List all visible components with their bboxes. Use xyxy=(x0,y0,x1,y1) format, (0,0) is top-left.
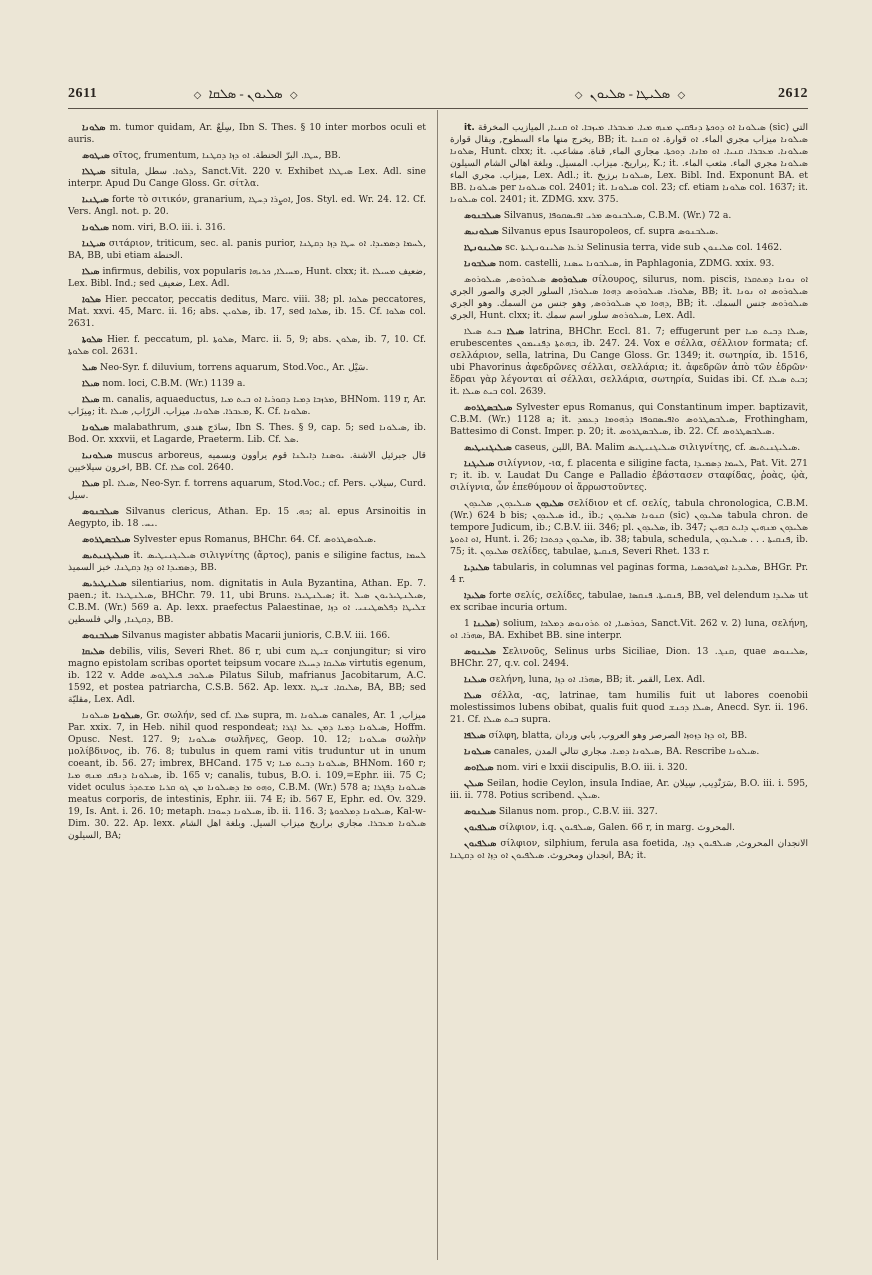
dictionary-entry xyxy=(450,498,808,558)
dictionary-entry xyxy=(68,534,426,546)
dictionary-entry xyxy=(68,506,426,530)
entry-headword: ܣܠܝܢܐ xyxy=(473,619,496,629)
entry-headword: ܣܝܠܒܣܛܪܘܣ xyxy=(464,403,513,413)
entry-text: Neo-Syr. f. diluvium, torrens aquarum, Stod.Voc., Ar. سَيْل. xyxy=(100,362,369,373)
right-title-text: ܣܠܝܛܐ - ܣܠܝܘܢ xyxy=(589,86,671,101)
entry-headword: ܣܝܠܘܢܐ xyxy=(464,747,491,757)
dictionary-entry xyxy=(450,746,808,758)
entry-text: silentiarius, nom. dignitatis in Aula Byzantina, Athan. Ep. 7. paen.; it. ܣܝܠܢܛܝܪܐ, BHChr. 79. 11, ubi Bruns. ܣܝܠܢܛܝܪܐ; it. ܣܝܠܢܛܝܪܝܘܢ ܣܝܠ, C.B.M. (Wr.) 569 a. Ap. lexx. praefectus Palaestinae, ܫܠܝܛܐ ܕܦܠܣܛܝܢܝ. ܐܘ ܕܙܐ ܕܩܛܢܐ, والي فلسطين, BB. xyxy=(68,578,426,625)
entry-text: muscus arboreus, قال جبرئيل الاشنة. ܝܘܣܢܐ ܕܐܝܠܢܐ قوم يراوون وبسميه اخرون سيلاخيين, BB. Cf. ܣܠܐ col. 2640. xyxy=(68,450,426,473)
entry-text: σέλλα, -ας, latrinae, tam humilis fuit ut labores coenobii molestissimos lubens obibat, qualis fuit quod ܣܝܠܐ ܕܟܢܫ, Anecd. Syr. ii. 196. 21. Cf. ܒܝܬ ܣܝܠܐ supra. xyxy=(450,690,808,725)
entry-text: it. ܣܝܠܝܓܢܝܛܝܣ σιλιγνίτης (ἄρτος), panis e siligine factus, ܠܚܡܐ ܕܣܡܝܕܐ ܐܘ ܕܙܐ ܕܩܛܢܐ. خبز السميذ, BB. xyxy=(68,550,426,573)
dictionary-entry xyxy=(68,578,426,626)
entry-text: σελήνη, luna, ܣܗܪܐ. ܐܘ ܕܙܐ, BB; it. القمر, Lex. Adl. xyxy=(489,674,706,685)
dictionary-entry xyxy=(68,550,426,574)
entry-headword: ܣܝܠܘܢܐ xyxy=(82,423,109,433)
ornament-icon: ◇ xyxy=(574,90,583,101)
columns xyxy=(68,122,808,1262)
entry-text: Silvanus, ܣܝܠܒܢܘܣ ܡܪܝ ܐܦܝܣܩܘܦܐ, C.B.M. (Wr.) 72 a. xyxy=(503,210,732,221)
entry-text: m. tumor quidam, Ar. سِلْعٌ, Ibn S. Thes. § 10 inter morbos oculi et auris. xyxy=(68,122,426,145)
dictionary-entry xyxy=(450,326,808,398)
entry-headword: ܣܝܠܦܐ xyxy=(464,731,486,741)
entry-text: nom. loci, C.B.M. (Wr.) 1139 a. xyxy=(102,378,246,389)
entry-text: σίλφιον, silphium, ferula asa foetida, الانجدان المحروث, ܣܝܠܦܝܘܢ ܕܙܐ. انجدان ومحروث. ܣܝܠܦܝܘܢ ܐܘ ܕܙܐ ܐܘ ܕܩܛܢܐ, BA; it. xyxy=(450,838,808,861)
entry-text: forte σελίς, σελίδες, tabulae, ܦܢܩܝܬܐ. ܦܢܩܣܐ, BB, vel delendum ܣܠܝܕܐ ut ex scribae incuria ortum. xyxy=(450,590,808,613)
entry-headword: ܣܝܠܢܐ xyxy=(464,675,487,685)
entry-text: σιλίγνιον, -ια, f. placenta e siligine facta, ܠܚܡܐ ܕܣܡܝܕܐ, Pat. Vit. 271 r; it. ib. v. Laudat Du Cange e Palladio ἐβάστασεν σταφίδας, ῥοὰς, ᾠὰ, σιλίγνια, ὧν ἐπεθύμουν οἱ ἄρρωστοῦντες. xyxy=(450,458,808,493)
entry-headword: ܣܝܠܦܝܘܢ xyxy=(464,823,497,833)
dictionary-entry xyxy=(68,646,426,706)
left-page-number: 2611 xyxy=(68,86,98,101)
dictionary-entry xyxy=(450,646,808,670)
entry-text: σίλφιον, i.q. ܣܝܠܦܝܘܢ, Galen. 66 r, in marg. المحروث. xyxy=(499,822,735,833)
entry-headword: ܣܝܠܘܢܐ xyxy=(113,711,140,721)
entry-text: caseus, اللبن, BA. Malim ܣܝܠܝܓܢܝܛܝܣ σιλιγνίτης, cf. ܣܝܠܝܓܢܝܬܝܣ. xyxy=(514,442,801,453)
dictionary-entry xyxy=(68,266,426,290)
entry-headword: ܣܝܠܝܓܢܝܛܝܣ xyxy=(464,443,512,453)
dictionary-entry xyxy=(450,762,808,774)
dictionary-entry xyxy=(450,402,808,438)
entry-headword: ܣܠܝܕܝܐ xyxy=(464,563,490,573)
entry-headword: ܣܝܠܢܛܝܪܝܣ xyxy=(82,579,127,589)
dictionary-entry xyxy=(68,422,426,446)
entry-text: σίλφη, blatta, ܐܘ ܕܙܐ ܕܙܘܙܐ الصرصر وهو العروب, بابي وردان, BB. xyxy=(488,730,748,741)
entry-headword: ܣܝܠܐ xyxy=(464,691,482,701)
dictionary-entry xyxy=(450,442,808,454)
entry-text: σῖτος, frumentum, ܚܛܐ. البرّ الحنطة. ܐܘ ܕܙܐ ܕܩܛܢܐ, BB. xyxy=(112,150,341,161)
entry-headword: ܣܝܠܘܪܘܣ xyxy=(550,275,588,285)
header-right xyxy=(438,86,808,108)
dictionary-entry xyxy=(450,822,808,834)
entry-headword: ܣܠܝܕܐ xyxy=(464,591,486,601)
dictionary-entry xyxy=(450,590,808,614)
dictionary-entry xyxy=(450,274,808,322)
dictionary-entry xyxy=(450,562,808,586)
dictionary-entry xyxy=(450,806,808,818)
dictionary-entry xyxy=(68,238,426,262)
right-page-number: 2612 xyxy=(777,86,808,101)
dictionary-entry xyxy=(450,458,808,494)
entry-headword: ܣܝܛܠܐ xyxy=(82,167,106,177)
dictionary-entry xyxy=(450,258,808,270)
entry-headword: ܣܠܘܐ xyxy=(82,295,101,305)
entry-text: Silanus nom. prop., C.B.V. iii. 327. xyxy=(498,806,658,817)
entry-text: m. canalis, aquaeductus, ܡܪܙܒܐ ܕܡܝܐ ܕܩܘܪܝܐ ܐܘ ܒܝܬ ܡܝܐ, BHNom. 119 r, Ar. مِيزَاب; it. ܡܥܒܪܐ. ܣܠܘܢܐ. ميزاب. الزرّاب, ܣܝܠܐ, K. Cf. ܣܠܘܢܐ. xyxy=(68,394,426,417)
ornament-icon: ◇ xyxy=(193,90,202,101)
entry-text: σιτάριον, triticum, sec. al. panis purior, ܠܚܡܐ ܕܣܡܝܕܐ. ܐܘ ܚܛܐ ܕܙܐ ܕܩܛܢܐ, BA, BB, ubi etiam الحنطة. xyxy=(68,238,426,261)
entry-headword: ܣܝܠܐ xyxy=(82,395,100,405)
dictionary-entry xyxy=(450,838,808,862)
entry-headword: ܣܝܠܝܓܢܝܬܝܣ xyxy=(82,551,130,561)
entry-text: malabathrum, سادَج هندي, Ibn S. Thes. § 9, cap. 5; sed ܣܝܠܘܢܐ, ib. Bod. Or. xxxvii, et Lagarde, Praeterm. Lib. Cf. ܣܠ. xyxy=(68,422,426,445)
entry-headword: ܣܠܝܢܘܢܛܐ xyxy=(464,243,503,253)
ornament-icon: ◇ xyxy=(677,90,686,101)
entry-text: Sylvester epus Romanus, BHChr. 64. Cf. ܣܝܠܘܣܛܪܘܣ. xyxy=(133,534,377,545)
dictionary-entry xyxy=(450,122,808,206)
right-column xyxy=(450,122,808,1262)
entry-text: ܣܝܠܘܢܐ ܐܘ ܕܘܟܬܐ ܕܢܦܩܝܢ ܡܢܗ ܡܝܐ. ܡܥܒܪܐ. ܡܝܙܒܐ. ܐܘ ܩܢܝܐ, الميازيب المخرقة (sic) التي يخرج منها ماء السطوح, ويقال قوارة, BB; it. ܣܝܠܘܢܐ ميزاب مجري الماء. ܐܘ قوارة. ܐܘ ܩܢܝܐ ܣܠܘܢܐ, Hunt. clxx; it. ܣܝܠܘܢܐ. ܡܥܒܪܐ. ܩܢܝܐ. ܐܘ ܡܐܢܐ. ܕܘܟܬܐ. مجاري الماء, قناة. مشاعب. براريخ. ميزاب. المسيل. وبلغة اهالي الشام السيلون, K.; it. ܣܝܠܘܢܐ مجري الماء. مثعب الماء. ميزاب. مجري الماء, Lex. Adl.; it. ܣܝܠܘܢܐ برزيخ, Lex. Bibl. Ind. Exponunt BA. et BB. ܣܝܠܘܢܐ per ܣܝܠܘܢܐ col. 2401; it. ܣܝܠܘܢܐ col. 23; cf. etiam ܣܠܘܢܐ col. 1637; it. ܣܝܠܘܢܐ col. 2401; it. ZDMG. xxv. 375. xyxy=(450,122,808,205)
entry-headword: ܣܠܝܩܐ xyxy=(82,647,105,657)
header-left xyxy=(68,86,438,108)
ornament-icon: ◇ xyxy=(289,90,298,101)
entry-text: nom. viri e lxxii discipulis, B.O. iii. i. 320. xyxy=(496,762,688,773)
dictionary-entry xyxy=(450,242,808,254)
entry-text: nom. castelli, ܣܝܠܒܘܢܐ ܚܣܢܐ, in Paphlagonia, ZDMG. xxix. 93. xyxy=(498,258,775,269)
entry-headword: ܣܝܠܐ xyxy=(82,379,100,389)
dictionary-entry xyxy=(68,478,426,502)
entry-headword: ܣܝܠܒܢܘܣ xyxy=(464,211,501,221)
dictionary-entry xyxy=(450,226,808,238)
entry-headword: ܣܝܠܢ xyxy=(464,779,484,789)
entry-text: canales, ܣܝܠܘܢܐ ܕܡܝܐ. مجاري تتالي المدن, BA. Rescribe ܣܝܠܘܢܐ. xyxy=(493,746,760,757)
running-header xyxy=(68,80,808,109)
dictionary-entry xyxy=(68,334,426,358)
entry-text: infirmus, debilis, vox popularis ܡܚܝܠܐ, ܟܪܝܗܐ, Hunt. clxx; it. ضعيف ܡܚܝܠܐ, Lex. Bibl. Ind.; sed ضعيف, Lex. Adl. xyxy=(68,266,426,289)
left-running-title xyxy=(190,86,302,102)
entry-headword: ܣܠܘܬܐ xyxy=(82,335,103,345)
entry-headword: ܣܝܠܒܘܢܐ xyxy=(464,259,496,269)
dictionary-entry xyxy=(68,362,426,374)
dictionary-entry xyxy=(68,194,426,218)
entry-text: Hier. f. peccatum, pl. ܣܠܘܬܐ, Marc. ii. 5, 9; abs. ܣܠܘܢ, ib. 7, 10. Cf. ܣܠܘܬܐ col. 2631. xyxy=(68,334,426,357)
dictionary-entry xyxy=(450,690,808,726)
entry-headword: ܣܝܠܐ xyxy=(82,479,100,489)
dictionary-entry xyxy=(450,778,808,802)
dictionary-entry xyxy=(68,394,426,418)
dictionary-entry xyxy=(68,222,426,234)
entry-headword: ܣܝܠܘܢܐ xyxy=(82,223,109,233)
dictionary-entry xyxy=(68,450,426,474)
entry-headword: ܣܝܠܐ xyxy=(82,267,100,277)
entry-text: Silvanus magister abbatis Macarii junioris, C.B.V. iii. 166. xyxy=(121,630,391,641)
dictionary-entry xyxy=(68,166,426,190)
entry-headword: ܣܝܠܐ xyxy=(506,327,525,337)
dictionary-entry xyxy=(450,210,808,222)
entry-text: Silvanus epus Isauropoleos, cf. supra ܣܝܠܒܢܘܣ. xyxy=(501,226,719,237)
entry-headword: ܣܝܠ xyxy=(82,363,98,373)
entry-text: ܒܝܬ ܣܝܠܐ latrina, BHChr. Eccl. 81. 7; effugerunt per ܣܝܠܐ ܕܒܝܬ ܡܝܐ, erubescentes ܒܗܬܬܐ ܕܦܢܝܡܘܢ, ib. 247. 24. Vox e σέλλα, σέλλιον formata; cf. σελλάριον, sella, latrina, Du Cange Gloss. Gr. 1349; it. σωτηρία, ib. 1516, ubi Phavorinus ἀφεδρῶνες σέλλαι, σελλάρια; it. ἀφεδρῶν ἀπὸ τῶν ἑδρῶν· ἕδραι γὰρ λέγονται αἱ σέλλαι, σελλάρια, σωτηρία, Suidas ibi. Cf. ܒܝܬ ܣܝܠܐ; it. ܒܝܬ ܣܝܠܐ col. 2639. xyxy=(450,326,808,397)
entry-headword: ܣܝܠܝܓܢܐ xyxy=(464,459,495,469)
entry-headword: ܣܝܛܢܝܐ xyxy=(82,195,109,205)
entry-headword: ܣܝܠܘܢܝܣ xyxy=(464,227,499,237)
dictionary-entry xyxy=(68,122,426,146)
entry-text: Hier. peccator, peccatis deditus, Marc. viii. 38; pl. ܣܠܘܐ peccatores, Mat. xxvi. 45, Marc. ii. 16; abs. ܣܠܘܝܢ, ib. 17, sed ܣܠܘܐ, ib. 15. Cf. ܣܠܘܐ col. 2631. xyxy=(68,294,426,329)
entry-text: ܣܝܠܘܢܐ, Gr. σωλήν, sed cf. ܣܠܐ supra, m. ܣܝܠܘܢܐ canales, Ar. ميزاب, 1 Par. xxix. 7, in Heb. nihil quod respondeat; ܣܝܠܘܢܐ ܕܡܝܐ ܕܡܢ ܥܠ ܐܓܪܐ, Hoffm. Opusc. Nest. 127. 9; ܣܝܠܘܢܐ σωλῆνες, Geop. 10. 12; ܣܝܠܘܢܐ σωλὴν μολίβδινος, ib. 76. 8; tubulus in quem rami vitis truduntur ut in unum coeant, ib. 56. 27; imbrex, BHCand. 175 v; ܣܝܠܘܢܐ ܕܒܝܬ ܡܝܐ, BHNom. 160 r; ܣܝܠܘܢܐ ܕܢܦܩ ܡܢܗ ܡܝܐ, ib. 165 v; canalis, tubus, B.O. i. 109,=Ephr. iii. 75 C; videt oculus ܘܗܘ ܡܐ ܕܣܝܠܘܢܐ ܡܢ ܓܘ ܩܪܝܐ ܡܫܬܕܪ, C.B.M. (Wr.) 578 a; ܣܝܠܘܢܐ ܕܦܓܪܐ meatus corporis, de intestinis, Ephr. iii. 74 E; ib. 567 E, Ephr. ed. Ov. 329. 19, Is. Ant. i. 26. 10; metaph. ܣܝܠܘܢܐ ܕܚܘܒܐ, ib. ii. 116. 3; ܣܝܠܘܢܐ ܕܡܠܟܘܬܐ, Kal-w-Dim. 30. 22. Ap. lexx. ܣܝܠܘܢܐ ܡܥܒܪܐ. مجاري براريخ ميزاب السيل. وبلغة اهل الشام السيلون, BA; xyxy=(68,710,426,841)
dictionary-entry xyxy=(450,674,808,686)
entry-headword: it. xyxy=(464,123,475,133)
entry-text: sc. ܐܪܥܐ ܣܠܝܢܘܢܛܝܬܐ Selinusia terra, vide sub ܣܠܝܢܘܢ col. 1462. xyxy=(505,242,783,253)
entry-text: forte τὸ σιτικόν, granarium, ܐܘܨܪܐ ܕܚܛܐ, Jos. Styl. ed. Wr. 24. 12. Cf. Vers. Angl. not. p. 20. xyxy=(68,194,426,217)
entry-headword: ܣܠܘܢܐ xyxy=(82,123,106,133)
dictionary-entry xyxy=(68,630,426,642)
dictionary-entry xyxy=(68,294,426,330)
entry-headword: ܣܝܠܦܝܘܢ xyxy=(464,839,497,849)
entry-headword: ܣܝܠܐܘܣ xyxy=(464,763,494,773)
entry-text: debilis, vilis, Severi Rhet. 86 r, ubi cum ܫܝܛܐ conjungitur; si viro magno epistolam scribas oportet teipsum vocare ܣܠܝܩܐ ܕܚܝܠܐ virtutis egenum, ib. 122 v. Adde ܣܝܠܘܒ ܦܝܠܛܘܣ Pilatus Silub, mafrianus Jacobitarum, A.C. 1592, et postea patriarcha, C.S.B. 562. Ap. lexx. ܣܠܝܩܐ. ܫܝܛܐ, BA, BB; sed مقليّة, Lex. Adl. xyxy=(68,646,426,705)
entry-text: nom. viri, B.O. iii. i. 316. xyxy=(111,222,226,233)
entry-text: ܣܝܠܝܕܘܢ, ܣܠܝܕܘܢ σελίδιον et cf. σελίς, tabula chronologica, C.B.M. (Wr.) 624 b bis; ܣܝܠܝܕܘܢ id., ib.; ܩܢܘܢܐ ܣܠܝܕܘܢ (sic) ܣܠܝܕܘܢ tabula chron. de tempore Judicum, ib.; C.B.V. iii. 346; pl. ܣܠܝܕܘܢ, ib. 347; ܣܠܝܕܘܢ ܡܢܗܝܢ ܕܐܝܬ ܒܗܝܢ ܐܘ ܐܬܘܬܐ, Hunt. i. 26; ܣܠܝܕܘܢ ܕܟܬܒܐ, ib. 38; tabula, schedula, ܦܢܩܝܬܐ . . . ܣܝܠܝܕܘܢ, ib. 75; it. ܣܠܝܕܘܢ σελίδες, tabulae, ܦܢܩܝܬܐ, Severi Rhet. 133 r. xyxy=(450,498,808,557)
entry-headword: ܣܝܠܒܢܘܣ xyxy=(82,631,119,641)
entry-headword: ܣܝܠܢܘܣ xyxy=(464,807,496,817)
entry-headword: ܣܠܝܕܘܢ xyxy=(535,499,564,509)
dictionary-entry xyxy=(450,730,808,742)
dictionary-entry xyxy=(450,618,808,642)
entry-text: 1) solium, ܟܘܪܣܝܐ, ܐܘ ܬܪܘܢܘܣ ܕܡܠܟܐ, Sanct.Vit. 262 v. 2) luna, σελήνη, ܣܗܪܐ. ܐܘ, BA. Exhibet BB. sine interpr. xyxy=(450,618,808,641)
entry-text: ܣܝܠܘܪܘܣ, ܣܝܠܘܪܘܣ σίλουρος, silurus, nom. piscis, ܐܘ ܢܘܢܐ ܕܡܬܩܪܐ ܣܠܘܪܐ. ܣܝܠܘܪܘܣ ܕܗܘܐ ܣܝܠܘܪܐ, السلور الجري والصور الجري, BB; it. ܣܝܠܘܪܘܣ ܐܘ ܢܘܢܐ ܕܗܘܐ ܡܢ ܣܝܠܘܪܘܣ, وهو جنس من السمك. وهو الجري, BB; it. ܣܝܠܘܪܘܣ جنس السمك. الجري, Hunt. clxx; it. ܣܝܠܘܪܘܣ سلور اسم سمك, Lex. Adl. xyxy=(450,274,808,321)
dictionary-entry xyxy=(68,710,426,842)
entry-headword: ܣܝܠܒܣܛܪܘܣ xyxy=(82,535,131,545)
entry-headword: ܣܝܠܘܢܝܐ xyxy=(82,451,113,461)
entry-headword: ܣܝܛܘܣ xyxy=(82,151,110,161)
left-column xyxy=(68,122,426,1262)
entry-headword: ܣܝܛܢܐ xyxy=(82,239,106,249)
entry-text: Seilan, hodie Ceylon, insula Indiae, Ar. سَرَنْدِيب, سِيلان, B.O. iii. i. 595, iii. ii. 778. Potius scribend. ܣܝܠܢ. xyxy=(450,778,808,801)
entry-headword: ܣܝܠܒܢܘܣ xyxy=(82,507,119,517)
entry-text: pl. ܣܝܠܐ, Neo-Syr. f. torrens aquarum, Stod.Voc.; cf. Pers. سيلاب, Curd. سيل. xyxy=(68,478,426,501)
dictionary-entry xyxy=(68,150,426,162)
entry-text: tabularis, in columnas vel paginas forma, ܣܠܝܕܝܐ ܐܣܛܘܟܣܝܐ, BHGr. Pr. 4 r. xyxy=(450,562,808,585)
left-title-text: ܣܠܝܘܢ - ܣܠܩܐ xyxy=(208,86,283,101)
entry-headword: ܣܠܝܢܘܣ xyxy=(464,647,496,657)
entry-text: situla, ܕܠܘܐ. سطل, Sanct.Vit. 220 v. Exhibet ܣܝܛܠܐ Lex. Adl. sine interpr. Apud Du Cange Gloss. Gr. σίτλα. xyxy=(68,166,426,189)
entry-text: Sylvester epus Romanus, qui Constantinum imper. baptizavit, C.B.M. (Wr.) 1128 a; it. ܣܝܠܒܣܛܪܘܣ ܘܐܦܝܣܩܘܦܐ ܕܪܗܘܡܐ ܕܥܡܕ, Frothingham, Battesimo di Const. Imper. p. 20; it. ܣܝܠܒܣܛܪܘܣ, ib. 22. Cf. ܣܝܠܒܣܛܪܘܣ. xyxy=(450,402,808,437)
dictionary-entry xyxy=(68,378,426,390)
right-running-title xyxy=(571,86,689,102)
entry-text: Silvanus clericus, Athan. Ep. ܟܗ. 15; al. epus Arsinoitis in Aegypto, ib. ܝܚ. 18. xyxy=(68,506,426,529)
entry-text: Σελινοῦς, Selinus urbs Siciliae, Dion. ܩܢܓ. 13, quae ܣܠܝܢܘܣ, BHChr. 27, q.v. col. 2494. xyxy=(450,646,808,669)
